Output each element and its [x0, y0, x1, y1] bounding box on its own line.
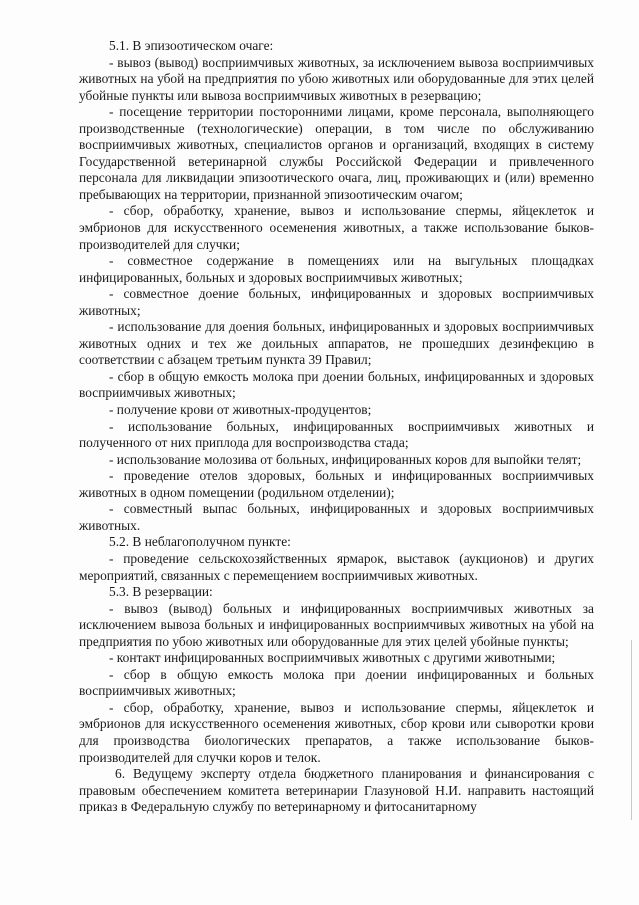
- section-heading-5-1: 5.1. В эпизоотическом очаге:: [109, 38, 274, 53]
- list-item: - использование молозива от больных, инфицированных коров для выпойки телят;: [109, 451, 582, 467]
- scan-edge-line: [631, 640, 632, 820]
- list-item: - использование для доения больных, инфицированных и здоровых восприимчивых животных одних и тех же доильных аппаратов, не прошедших дезинфекцию в соответствии с абзацем третьим пункта 39 Правил;: [79, 319, 594, 368]
- list-item: - посещение территории посторонними лицами, кроме персонала, выполняющего производственные (технологические) операции, в том числе по обслуживанию восприимчивых животных, специалистов органов и организаций, входящих в систему Государственной ветеринарной службы Российской Федерации и привлеченного персонала для ликвидации эпизоотического очага, лиц, проживающих и (или) временно пребывающих на территории, признанной эпизоотическим очагом;: [79, 104, 594, 202]
- list-item: - сбор в общую емкость молока при доении больных, инфицированных и здоровых восприимчивых животных;: [79, 368, 594, 401]
- list-item: - сбор в общую емкость молока при доении инфицированных и больных восприимчивых животных;: [79, 666, 594, 699]
- section-heading-5-2: 5.2. В неблагополучном пункте:: [109, 534, 291, 550]
- document-body: [79, 38, 594, 816]
- list-item: - получение крови от животных-продуцентов;: [109, 402, 372, 418]
- list-item: - проведение отелов здоровых, больных и инфицированных восприимчивых животных в одном помещении (родильном отделении);: [79, 468, 594, 500]
- list-item: - совместное доение больных, инфицированных и здоровых восприимчивых животных;: [79, 286, 594, 318]
- clause-6: 6. Ведущему эксперту отдела бюджетного планирования и финансирования с правовым обеспечением комитета ветеринарии Глазуновой Н.И. направить настоящий приказ в Федеральную службу по ветеринарному и фитосанитарному: [79, 766, 594, 815]
- list-item: - сбор, обработку, хранение, вывоз и использование спермы, яйцеклеток и эмбрионов для искусственного осеменения животных, сбор крови или сыворотки крови для производства биологических препаратов, а также использование быков-производителей для случки коров и телок.: [79, 699, 594, 765]
- list-item: - проведение сельскохозяйственных ярмарок, выставок (аукционов) и других мероприятий, связанных с перемещением восприимчивых животных.: [79, 550, 594, 583]
- list-item: - сбор, обработку, хранение, вывоз и использование спермы, яйцеклеток и эмбрионов для искусственного осеменения животных, а также использование быков-производителей для случки;: [79, 203, 594, 252]
- list-item: - вывоз (вывод) восприимчивых животных, за исключением вывоза восприимчивых животных на убой на предприятия по убою животных или оборудованные для этих целей убойные пункты или вывоза восприимчивых животных в резервацию;: [79, 54, 594, 103]
- list-item: - контакт инфицированных восприимчивых животных с другими животными;: [109, 650, 556, 666]
- section-heading-5-3: 5.3. В резервации:: [109, 584, 213, 600]
- list-item: - использование больных, инфицированных восприимчивых животных и полученного от них приплода для воспроизводства стада;: [79, 418, 594, 451]
- list-item: - вывоз (вывод) больных и инфицированных восприимчивых животных за исключением вывоза больных и инфицированных восприимчивых животных на убой на предприятия по убою животных или оборудованные для этих целей убойные пункты;: [79, 600, 594, 649]
- list-item: - совместный выпас больных, инфицированных и здоровых восприимчивых животных.: [79, 501, 594, 533]
- list-item: - совместное содержание в помещениях или на выгульных площадках инфицированных, больных и здоровых восприимчивых животных;: [79, 253, 594, 285]
